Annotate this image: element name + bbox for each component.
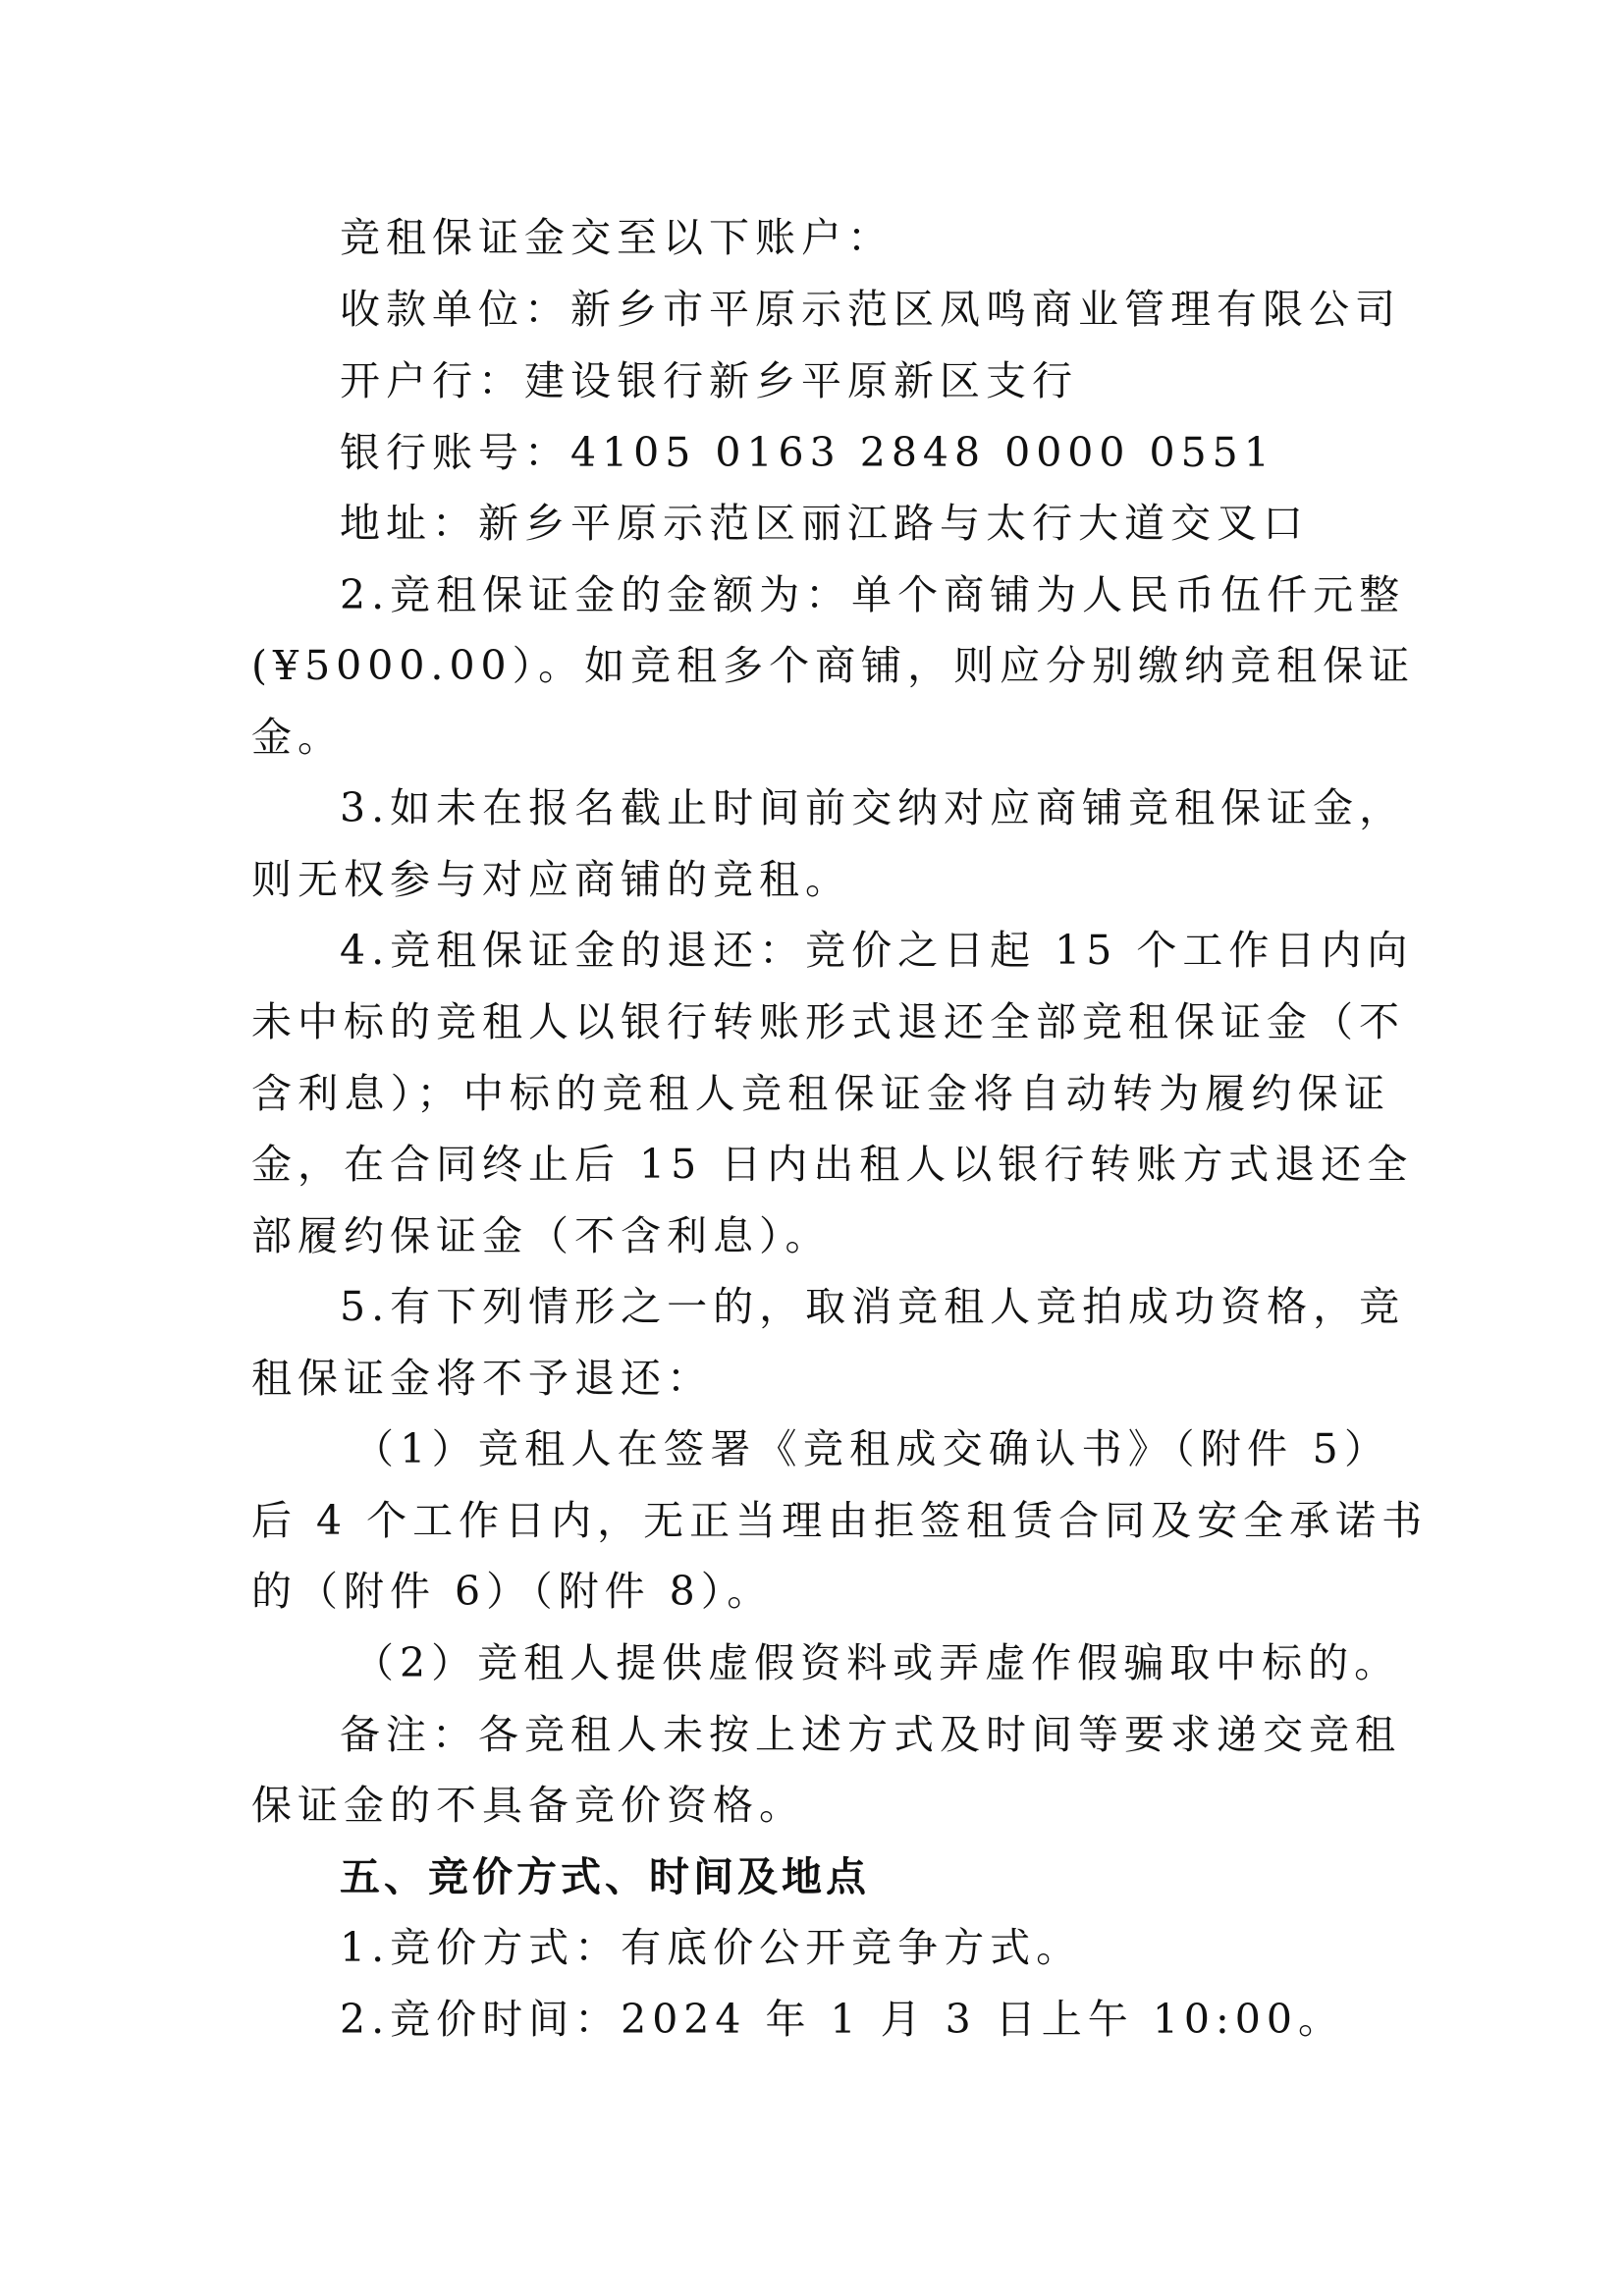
deposit-account-intro: 竞租保证金交至以下账户： — [340, 214, 893, 261]
forfeit-paragraph-line-1: 5.有下列情形之一的，取消竞租人竞拍成功资格，竞 — [340, 1283, 1406, 1330]
account-number-line: 银行账号：4105 0163 2848 0000 0551 — [340, 429, 1275, 476]
deposit-amount-paragraph-line-1: 2.竞租保证金的金额为：单个商铺为人民币伍仟元整 — [340, 571, 1406, 618]
bidding-time-line: 2.竞价时间：2024 年 1 月 3 日上午 10:00。 — [340, 1996, 1344, 2043]
section-heading-bidding: 五、竞价方式、时间及地点 — [340, 1853, 870, 1900]
refund-paragraph-line-1: 4.竞租保证金的退还：竞价之日起 15 个工作日内向 — [340, 927, 1414, 974]
refund-paragraph-line-2: 未中标的竞租人以银行转账形式退还全部竞租保证金（不 — [251, 998, 1405, 1045]
forfeit-paragraph-line-2: 租保证金将不予退还： — [251, 1355, 713, 1402]
forfeit-item-1-line-3: 的（附件 6）（附件 8）。 — [251, 1568, 774, 1615]
deadline-paragraph-line-2: 则无权参与对应商铺的竞租。 — [251, 856, 851, 903]
forfeit-item-1-line-1: （1）竞租人在签署《竞租成交确认书》（附件 5） — [353, 1425, 1390, 1472]
bank-line: 开户行：建设银行新乡平原新区支行 — [340, 357, 1078, 404]
refund-paragraph-line-3: 含利息）；中标的竞租人竞租保证金将自动转为履约保证 — [251, 1070, 1390, 1117]
refund-paragraph-line-5: 部履约保证金（不含利息）。 — [251, 1212, 832, 1259]
refund-paragraph-line-4: 金，在合同终止后 15 日内出租人以银行转账方式退还全 — [251, 1141, 1414, 1188]
address-line: 地址：新乡平原示范区丽江路与太行大道交叉口 — [340, 500, 1309, 547]
forfeit-item-2: （2）竞租人提供虚假资料或弄虚作假骗取中标的。 — [353, 1639, 1401, 1686]
remark-line-1: 备注：各竞租人未按上述方式及时间等要求递交竞租 — [340, 1711, 1401, 1758]
forfeit-item-1-line-2: 后 4 个工作日内，无正当理由拒签租赁合同及安全承诺书 — [251, 1497, 1429, 1544]
payee-line: 收款单位：新乡市平原示范区凤鸣商业管理有限公司 — [340, 286, 1401, 333]
bidding-method-line: 1.竞价方式：有底价公开竞争方式。 — [340, 1924, 1083, 1971]
deposit-amount-paragraph-line-3: 金。 — [251, 714, 344, 761]
deadline-paragraph-line-1: 3.如未在报名截止时间前交纳对应商铺竞租保证金， — [340, 784, 1406, 831]
remark-line-2: 保证金的不具备竞价资格。 — [251, 1782, 805, 1829]
deposit-amount-paragraph-line-2: (¥5000.00）。如竞租多个商铺，则应分别缴纳竞租保证 — [251, 642, 1416, 689]
